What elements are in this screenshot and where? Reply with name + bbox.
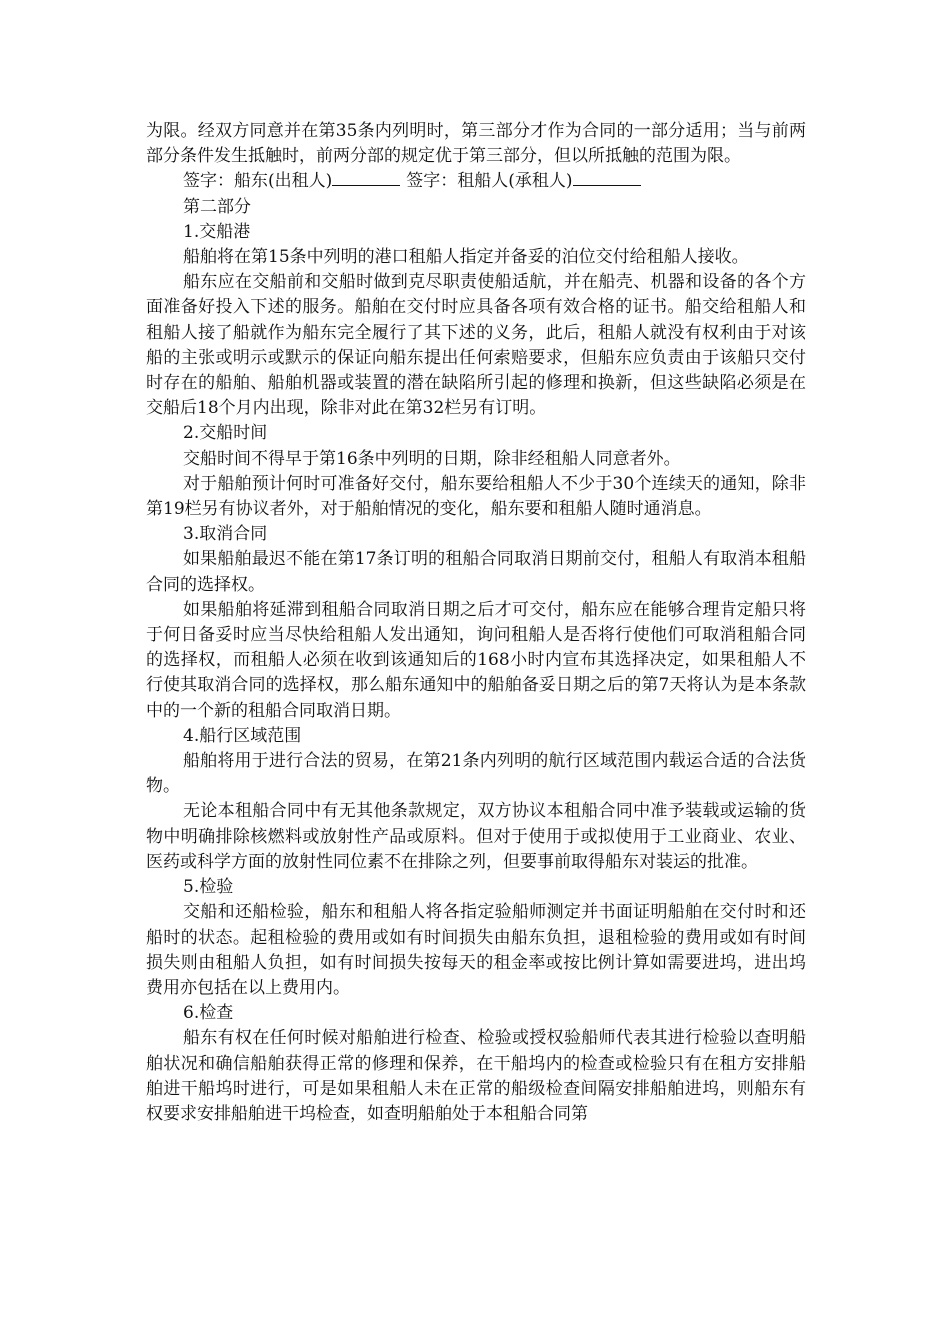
paragraph: 如果船舶将延滞到租船合同取消日期之后才可交付，船东应在能够合理肯定船只将于何日备妥时应当尽快给租船人发出通知，询问租船人是否将行使他们可取消租船合同的选择权，而租船人必须在收到该通知后的168小时内宣布其选择决定，如果租船人不行使其取消合同的选择权，那么船东通知中的船舶备妥日期之后的第7天将认为是本条款中的一个新的租船合同取消日期。 [146, 599, 806, 721]
document-body [146, 119, 806, 1127]
section-heading: 6.检查 [183, 1003, 234, 1024]
owner-signature-blank [332, 171, 400, 186]
paragraph: 船舶将在第15条中列明的港口租船人指定并备妥的泊位交付给租船人接收。 [183, 247, 749, 268]
charterer-signature-blank [573, 171, 641, 186]
part-heading: 第二部分 [183, 196, 251, 217]
section-heading: 1.交船港 [183, 221, 251, 242]
paragraph: 船东有权在任何时候对船舶进行检查、检验或授权验船师代表其进行检验以查明船舶状况和确信船舶获得正常的修理和保养，在干船坞内的检查或检验只有在租方安排船舶进干船坞时进行，可是如果租船人未在正常的船级检查间隔安排船舶进坞，则船东有权要求安排船舶进干坞检查，如查明船舶处于本租船合同第 [146, 1028, 806, 1124]
section-heading: 3.取消合同 [183, 524, 268, 545]
owner-signature-label: 签字：船东(出租人) [183, 171, 333, 192]
paragraph: 如果船舶最迟不能在第17条订明的租船合同取消日期前交付，租船人有取消本租船合同的选择权。 [146, 549, 806, 595]
paragraph: 交船和还船检验，船东和租船人将各指定验船师测定并书面证明船舶在交付时和还船时的状态。起租检验的费用或如有时间损失由船东负担，退租检验的费用或如有时间损失则由租船人负担，如有时间损失按每天的租金率或按比例计算如需要进坞，进出坞费用亦包括在以上费用内。 [146, 902, 806, 998]
charterer-signature-label: 签字：租船人(承租人) [406, 171, 573, 192]
paragraph: 对于船舶预计何时可准备好交付，船东要给租船人不少于30个连续天的通知，除非第19栏另有协议者外，对于船舶情况的变化，船东要和租船人随时通消息。 [146, 473, 806, 520]
section-heading: 2.交船时间 [183, 423, 268, 444]
paragraph: 船东应在交船前和交船时做到克尽职责使船适航，并在船壳、机器和设备的各个方面准备好投入下述的服务。船舶在交付时应具备各项有效合格的证书。船交给租船人和租船人接了船就作为船东完全履行了其下述的义务，此后，租船人就没有权利由于对该船的主张或明示或默示的保证向船东提出任何索赔要求，但船东应负责由于该船只交付时存在的船舶、船舶机器或装置的潜在缺陷所引起的修理和换新，但这些缺陷必须是在交船后18个月内出现，除非对此在第32栏另有订明。 [146, 272, 806, 419]
paragraph: 为限。经双方同意并在第35条内列明时，第三部分才作为合同的一部分适用；当与前两部分条件发生抵触时，前两分部的规定优于第三部分，但以所抵触的范围为限。 [146, 121, 806, 167]
paragraph: 无论本租船合同中有无其他条款规定，双方协议本租船合同中准予装载或运输的货物中明确排除核燃料或放射性产品或原料。但对于使用于或拟使用于工业商业、农业、医药或科学方面的放射性同位素不在排除之列，但要事前取得船东对装运的批准。 [146, 801, 806, 872]
signature-line [146, 169, 806, 194]
paragraph: 交船时间不得早于第16条中列明的日期，除非经租船人同意者外。 [183, 448, 681, 469]
section-heading: 4.船行区域范围 [183, 725, 302, 746]
section-heading: 5.检验 [183, 877, 234, 898]
paragraph: 船舶将用于进行合法的贸易，在第21条内列明的航行区域范围内载运合适的合法货物。 [146, 751, 806, 797]
